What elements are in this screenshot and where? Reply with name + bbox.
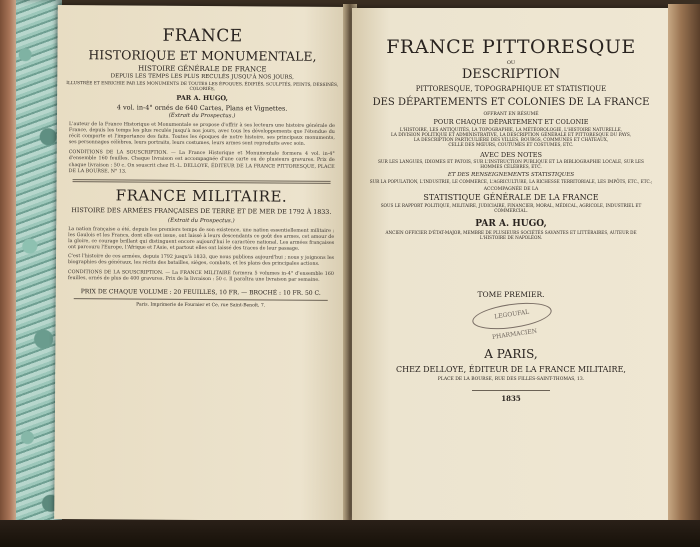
- right-notes: SUR LES LANGUES, IDIOMES ET PATOIS, SUR L'INSTRUCTION PUBLIQUE ET LA BIBLIOGRAPHIE LOCALE, SUR LES HOMMES CÉLÈBRES, ETC.: [377, 160, 645, 170]
- left-paragraph-4: C'est l'histoire de ces armées, depuis 1792 jusqu'à 1833, que nous publions aujourd'hui ; nous y joignons les biographies des généraux, les récits des batailles, sièges, combats, et les plans des principales actions.: [67, 254, 335, 268]
- right-city: A PARIS,: [484, 347, 538, 361]
- right-description: DESCRIPTION: [461, 67, 561, 82]
- military-prospectus: (Extrait du Prospectus.): [167, 217, 235, 224]
- left-subtitle: HISTOIRE GÉNÉRALE DE FRANCE: [138, 64, 267, 74]
- right-year-rule: [472, 390, 550, 391]
- table-shadow: [0, 520, 700, 547]
- right-accomp: ACCOMPAGNÉE DE LA: [483, 187, 539, 192]
- left-paragraph-3: La nation française a été, depuis les premiers temps de son existence, une nation essentiellement militaire ; les Gaulois et les Francs, dont elle est issue, ont laissé à leurs descendants ce goût des armes, cet amour de la gloire, ce courage brillant qui distinguent encore aujourd'hui le caractère national. Les armées françaises ont parcouru l'Europe, l'Afrique et l'Asie, et partout elles ont laissé des traces de leur passage.: [68, 226, 335, 252]
- right-author-sub: ANCIEN OFFICIER D'ÉTAT-MAJOR, MEMBRE DE PLUSIEURS SOCIÉTÉS SAVANTES ET LITTÉRAIRES, AUTEUR DE L'HISTOIRE DE NAPOLÉON.: [385, 230, 637, 240]
- right-list-3: LA DESCRIPTION PARTICULIÈRE DES VILLES, BOURGS, COMMUNES ET CHÂTEAUX,: [413, 138, 609, 143]
- book-fore-edge: [668, 4, 700, 524]
- military-title: FRANCE MILITAIRE.: [115, 186, 288, 206]
- left-subtitle2: DEPUIS LES TEMPS LES PLUS RECULÉS JUSQU'À NOS JOURS,: [110, 73, 294, 81]
- right-desc-sub: PITTORESQUE, TOPOGRAPHIQUE ET STATISTIQUE: [415, 85, 607, 93]
- left-paragraph-1: L'auteur de la France Historique et Monumentale se propose d'offrir à ses lecteurs une histoire générale de France, depuis les temps les plus reculés jusqu'à nos jours, avec tous les développements que l'étendue du récit comporte et l'importance des faits. Toutes les époques de notre histoire, ses principaux monuments, ses personnages célèbres, leurs portraits, leurs costumes, leurs armes sont reproduits avec soin.: [68, 122, 335, 148]
- left-illustrated: ILLUSTRÉE ET ENRICHIE PAR LES MONUMENTS DE TOUTES LES ÉPOQUES, ÉDIFIÉS, SCULPTÉS, PEINTS, DESSINÉS, COLORIÉS,: [66, 81, 339, 93]
- right-list-2: LA DIVISION POLITIQUE ET ADMINISTRATIVE, LA DESCRIPTION GÉNÉRALE ET PITTORESQUE DU PAYS,: [390, 133, 632, 138]
- right-list-1: L'HISTOIRE, LES ANTIQUITÉS, LA TOPOGRAPHIE, LA MÉTÉOROLOGIE, L'HISTOIRE NATURELLE,: [399, 128, 623, 133]
- left-prospectus: (Extrait du Prospectus.): [168, 112, 236, 120]
- right-list-4: CELLE DES MŒURS, COUTUMES ET COSTUMES, ETC.: [448, 143, 574, 148]
- left-volumes: 4 vol. in-4° ornés de 640 Cartes, Plans et Vignettes.: [116, 103, 288, 113]
- right-ou: OU: [506, 60, 516, 66]
- right-statistique: STATISTIQUE GÉNÉRALE DE LA FRANCE: [423, 193, 599, 202]
- left-title-france: FRANCE: [162, 25, 243, 47]
- military-subtitle: HISTOIRE DES ARMÉES FRANÇAISES DE TERRE ET DE MER DE 1792 À 1833.: [71, 206, 332, 216]
- right-et-des: ET DES RENSEIGNEMENTS STATISTIQUES: [447, 172, 575, 178]
- left-title-historique: HISTORIQUE ET MONUMENTALE,: [88, 47, 317, 64]
- left-footer-rule: [74, 298, 328, 301]
- right-pour-chaque: POUR CHAQUE DÉPARTEMENT ET COLONIE: [433, 118, 589, 126]
- right-page: [352, 8, 670, 520]
- right-stat-sub: SOUS LE RAPPORT POLITIQUE, MILITAIRE, JUDICIAIRE, FINANCIER, MORAL, MÉDICAL, AGRICOLE, INDUSTRIEL ET COMMERCIAL.: [380, 203, 642, 213]
- left-divider: [73, 179, 331, 184]
- pharmacist-stamp: LEGOUFAL PHARMACIEN: [471, 299, 554, 334]
- left-paragraph-2: CONDITIONS DE LA SOUSCRIPTION. — La France Historique et Monumentale formera 4 vol. in-4° d'ensemble 160 feuilles. Chaque livraison est accompagnée d'une carte ou de plusieurs gravures. Prix de chaque livraison : 50 c. On souscrit chez H.-L. DELLOYE, ÉDITEUR DE LA FRANCE PITTORESQUE, PLACE DE LA BOURSE, N° 13.: [68, 150, 335, 175]
- right-offrant: OFFRANT EN RÉSUMÉ: [483, 112, 539, 117]
- right-departements: DES DÉPARTEMENTS ET COLONIES DE LA FRANCE: [372, 97, 650, 108]
- left-footer: Paris. Imprimerie de Fournier et Ce, rue Saint-Benoît, 7.: [136, 302, 266, 308]
- left-page: [54, 5, 348, 521]
- left-paragraph-5: CONDITIONS DE LA SOUSCRIPTION. — La FRANCE MILITAIRE formera 5 volumes in-4° d'ensemble 160 feuilles, ornés de plus de 400 gravures. Prix de la livraison : 50 c. Il paraîtra une livraison par semaine.: [67, 270, 334, 284]
- right-year: 1835: [501, 394, 521, 403]
- right-renseign: SUR LA POPULATION, L'INDUSTRIE, LE COMMERCE, L'AGRICULTURE, LA RICHESSE TERRITORIALE, LES IMPÔTS, ETC., ETC.;: [369, 179, 653, 184]
- right-avec: AVEC DES NOTES: [480, 151, 542, 159]
- left-price-line: PRIX DE CHAQUE VOLUME : 20 FEUILLES, 10 FR. — BROCHÉ : 10 FR. 50 C.: [80, 287, 321, 297]
- left-author: PAR A. HUGO,: [176, 93, 228, 103]
- right-author: PAR A. HUGO,: [475, 219, 547, 229]
- right-address: PLACE DE LA BOURSE, RUE DES FILLES-SAINT-THOMAS, 13.: [437, 377, 585, 382]
- book-spine-edge: [0, 0, 16, 547]
- right-tome: TOME PREMIER.: [477, 290, 545, 299]
- right-publisher: CHEZ DELLOYE, ÉDITEUR DE LA FRANCE MILITAIRE,: [396, 365, 626, 374]
- right-title: FRANCE PITTORESQUE: [386, 36, 636, 58]
